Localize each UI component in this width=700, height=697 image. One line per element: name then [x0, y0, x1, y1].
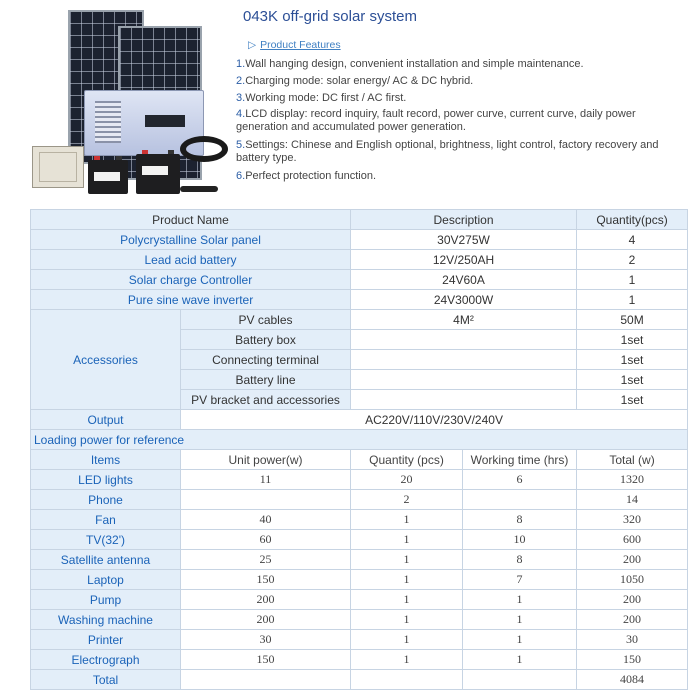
product-image — [28, 8, 233, 204]
cable-coil-image — [180, 136, 228, 162]
loading-power-title: Loading power for reference — [31, 430, 688, 450]
header-description: Description — [351, 210, 577, 230]
product-features-link[interactable] — [248, 39, 341, 51]
config-header-row — [31, 210, 688, 230]
header-product-name: Product Name — [31, 210, 351, 230]
output-value: AC220V/110V/230V/240V — [181, 410, 688, 430]
table-row: Solar charge Controller 24V60A 1 — [31, 270, 688, 290]
battery-image — [136, 154, 180, 194]
table-row: Electrograph 150 1 1 150 — [31, 650, 688, 670]
total-row — [31, 670, 688, 690]
table-row: LED lights 11 20 6 1320 — [31, 470, 688, 490]
battery-box-image — [32, 146, 84, 188]
section-title-row — [31, 430, 688, 450]
feature-list — [236, 58, 666, 187]
table-row: Satellite antenna 25 1 8 200 — [31, 550, 688, 570]
battery-image — [88, 160, 128, 194]
table-row: Printer 30 1 1 30 — [31, 630, 688, 650]
feature-item: 1.Wall hanging design, convenient installation and simple maintenance. — [236, 58, 584, 70]
table-row — [31, 410, 688, 430]
connector-image — [180, 186, 218, 192]
table-row: Polycrystalline Solar panel 30V275W 4 — [31, 230, 688, 250]
table-row: Battery line 1set — [31, 370, 688, 390]
table-row: Washing machine 200 1 1 200 — [31, 610, 688, 630]
feature-item: 4.LCD display: record inquiry, fault record, power curve, current curve, daily power generation and accumulated power generation. — [236, 108, 636, 134]
feature-item: 3.Working mode: DC first / AC first. — [236, 91, 407, 104]
table-row: Fan 40 1 8 320 — [31, 510, 688, 530]
table-row: Battery box 1set — [31, 330, 688, 350]
page-title: 043K off-grid solar system — [243, 8, 417, 25]
table-row: Accessories PV cables 4M² 50M — [31, 310, 688, 330]
table-row: PV bracket and accessories 1set — [31, 390, 688, 410]
table-row: Pump 200 1 1 200 — [31, 590, 688, 610]
table-row: Lead acid battery 12V/250AH 2 — [31, 250, 688, 270]
table-row: Laptop 150 1 7 1050 — [31, 570, 688, 590]
feature-item: 6.Perfect protection function. — [236, 170, 377, 183]
table-row: TV(32') 60 1 10 600 — [31, 530, 688, 550]
product-features-label: Product Features — [260, 39, 341, 51]
header-quantity: Quantity(pcs) — [577, 210, 688, 230]
feature-item: 5.Settings: Chinese and English optional, brightness, light control, factory recovery and battery type. — [236, 139, 659, 165]
total-value: 4084 — [577, 670, 688, 690]
loading-header-row: Items Unit power(w) Quantity (pcs) Working time (hrs) Total (w) — [31, 450, 688, 470]
table-row: Connecting terminal 1set — [31, 350, 688, 370]
feature-item: 2.Charging mode: solar energy/ AC & DC hybrid. — [236, 74, 474, 87]
accessories-label: Accessories — [31, 310, 181, 410]
triangle-right-icon: ▷ — [248, 39, 257, 51]
spec-table — [30, 209, 688, 690]
table-row: Phone 2 14 — [31, 490, 688, 510]
output-label: Output — [31, 410, 181, 430]
total-label: Total — [31, 670, 181, 690]
table-row: Pure sine wave inverter 24V3000W 1 — [31, 290, 688, 310]
